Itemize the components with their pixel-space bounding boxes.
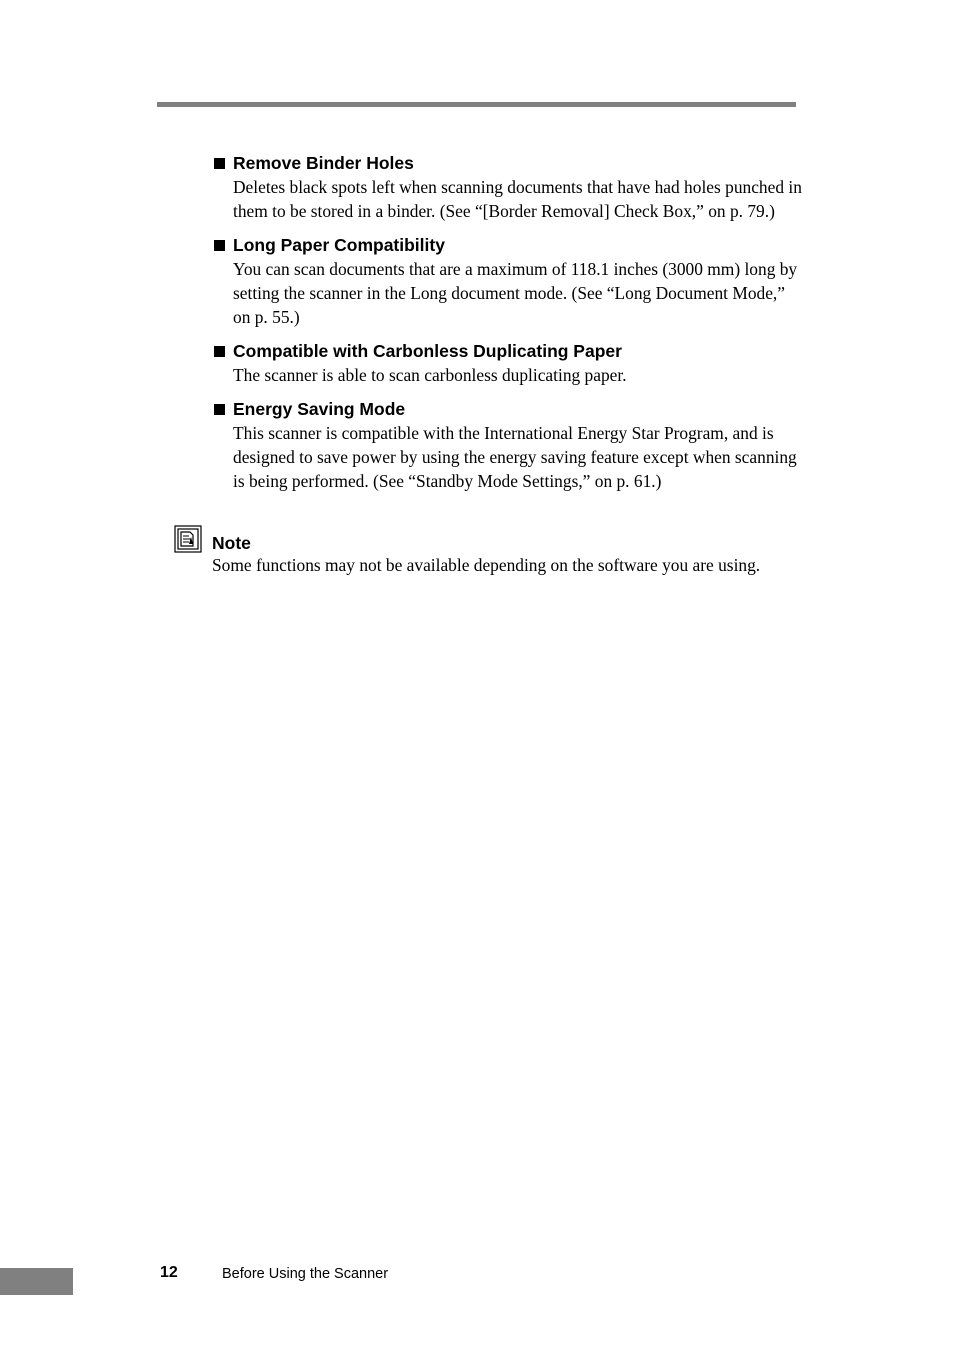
square-bullet-icon — [214, 240, 225, 251]
square-bullet-icon — [214, 404, 225, 415]
feature-description: The scanner is able to scan carbonless duplicating paper. — [233, 365, 627, 385]
feature-list — [212, 151, 812, 503]
feature-heading: Energy Saving Mode — [233, 399, 406, 419]
feature-heading-row — [212, 151, 812, 175]
feature-heading-row — [212, 339, 812, 363]
feature-item — [212, 397, 812, 493]
feature-heading-row — [212, 233, 812, 257]
note-title: Note — [212, 533, 251, 553]
feature-item — [212, 233, 812, 329]
feature-heading: Long Paper Compatibility — [233, 235, 445, 255]
square-bullet-icon — [214, 346, 225, 357]
chapter-title: Before Using the Scanner — [222, 1266, 389, 1282]
header-rule — [157, 102, 796, 107]
feature-description: You can scan documents that are a maximum of 118.1 inches (3000 mm) long by setting the scanner in the Long document mode. (See “Long Document Mode,” on p. 55.) — [233, 259, 798, 327]
feature-description: Deletes black spots left when scanning documents that have had holes punched in them to be stored in a binder. (See “[Border Removal] Check Box,” on p. 79.) — [233, 177, 802, 221]
feature-heading: Remove Binder Holes — [233, 153, 414, 173]
page-number: 12 — [160, 1264, 178, 1281]
feature-item — [212, 151, 812, 223]
feature-description: This scanner is compatible with the International Energy Star Program, and is designed to save power by using the energy saving feature except when scanning is being performed. (See “Standby Mode Settings,” on p. 61.) — [233, 423, 797, 491]
feature-heading-row — [212, 397, 812, 421]
square-bullet-icon — [214, 158, 225, 169]
feature-heading: Compatible with Carbonless Duplicating Paper — [233, 341, 622, 361]
note-text: Some functions may not be available depending on the software you are using. — [212, 555, 761, 575]
feature-item — [212, 339, 812, 387]
note-icon — [174, 525, 202, 553]
footer-tab — [0, 1268, 73, 1295]
